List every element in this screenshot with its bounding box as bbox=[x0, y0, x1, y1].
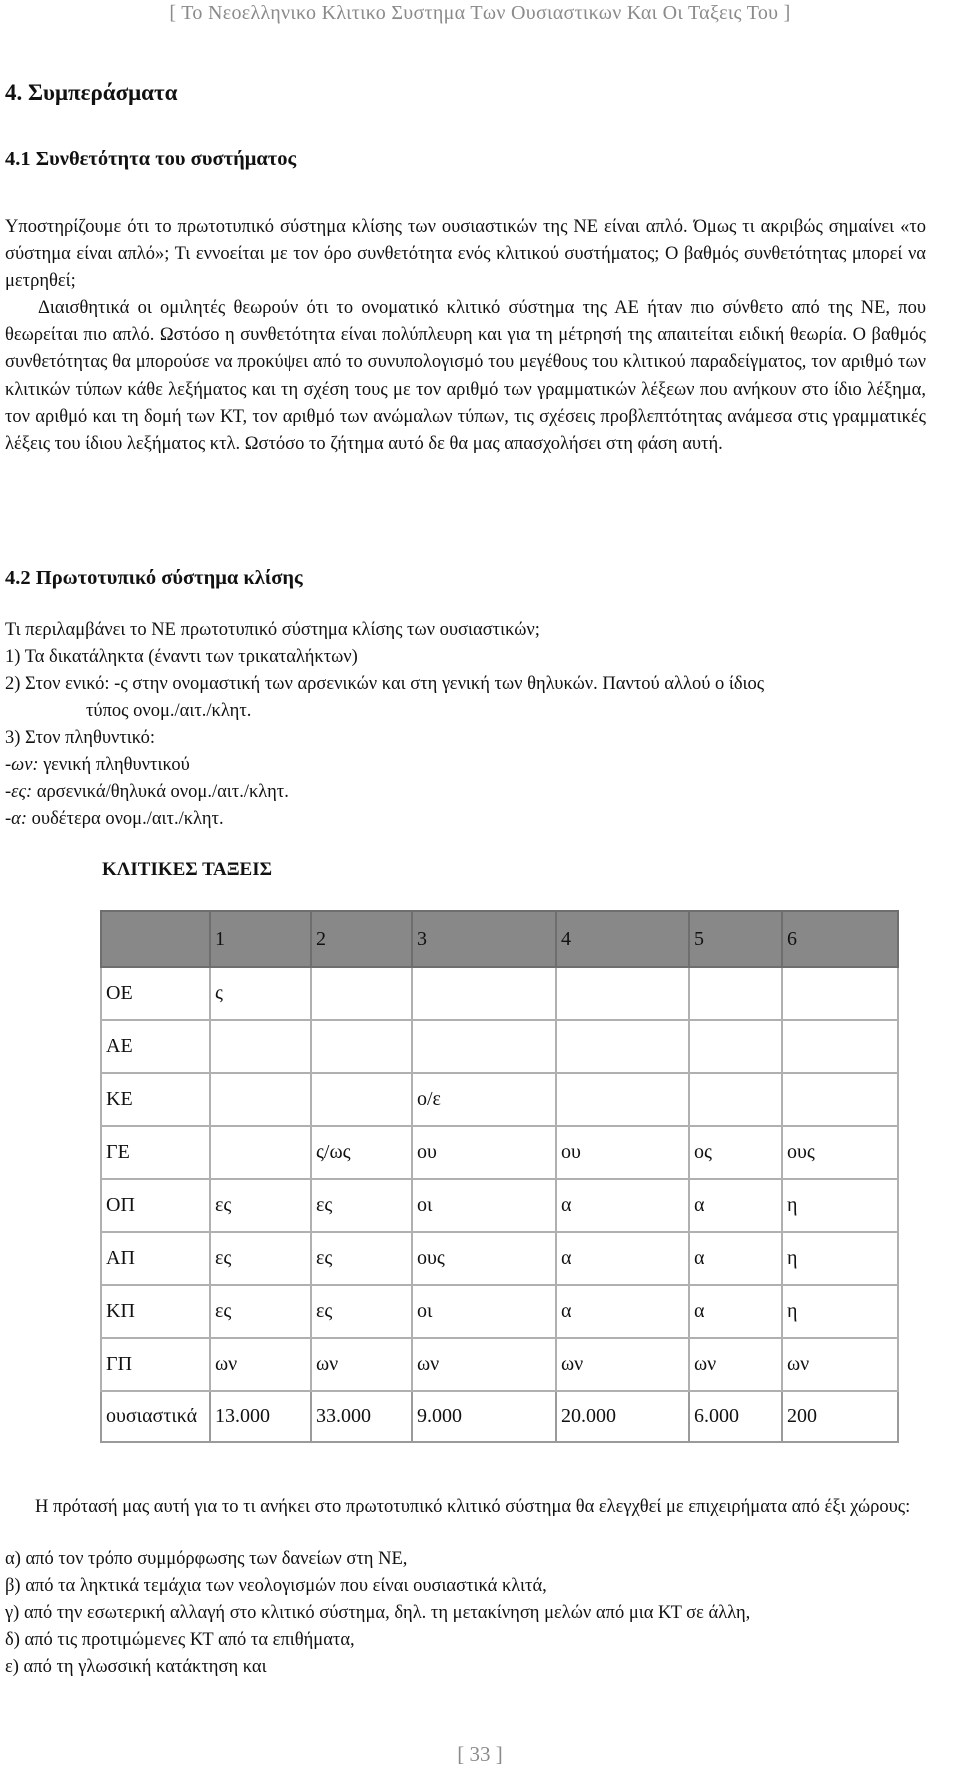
ending-marker: -α: bbox=[5, 809, 28, 829]
table-cell: ες bbox=[311, 1285, 412, 1338]
table-cell: α bbox=[556, 1179, 689, 1232]
table-row bbox=[101, 1179, 898, 1232]
table-cell: ος bbox=[689, 1126, 782, 1179]
table-cell bbox=[311, 1073, 412, 1126]
argument-item-e: ε) από τη γλωσσική κατάκτηση και bbox=[5, 1657, 267, 1677]
table-cell: ες bbox=[311, 1179, 412, 1232]
row-label: ΟΕ bbox=[101, 967, 210, 1020]
total-cell: 9.000 bbox=[412, 1391, 556, 1442]
row-label: ουσιαστικά bbox=[101, 1391, 210, 1442]
table-cell: α bbox=[689, 1285, 782, 1338]
table-cell bbox=[556, 1020, 689, 1073]
header-cell bbox=[101, 911, 210, 967]
ending-marker: -ες: bbox=[5, 782, 33, 802]
table-cell: ο/ε bbox=[412, 1073, 556, 1126]
table-cell bbox=[412, 967, 556, 1020]
table-row bbox=[101, 1073, 898, 1126]
question-line: Τι περιλαμβάνει το ΝΕ πρωτοτυπικό σύστημα κλίσης των ουσιαστικών; bbox=[5, 620, 540, 640]
table-cell: η bbox=[782, 1232, 898, 1285]
table-row bbox=[101, 1020, 898, 1073]
header-cell: 6 bbox=[782, 911, 898, 967]
table-cell bbox=[210, 1073, 311, 1126]
table-cell: ες bbox=[311, 1232, 412, 1285]
table-cell: ς bbox=[210, 967, 311, 1020]
table-cell: α bbox=[689, 1232, 782, 1285]
table-cell: ς/ως bbox=[311, 1126, 412, 1179]
table-cell bbox=[689, 967, 782, 1020]
list-item-3: 3) Στον πληθυντικό: bbox=[5, 728, 156, 748]
table-cell: η bbox=[782, 1179, 898, 1232]
argument-item-b: β) από τα ληκτικά τεμάχια των νεολογισμών που είναι ουσιαστικά κλιτά, bbox=[5, 1576, 547, 1596]
row-label: ΑΠ bbox=[101, 1232, 210, 1285]
section-4-heading: 4. Συμπεράσματα bbox=[5, 80, 178, 105]
paragraph-intro: Υποστηρίζουμε ότι το πρωτοτυπικό σύστημα κλίσης των ουσιαστικών της ΝΕ είναι απλό. Όμως τι ακριβώς σημαίνει «το σύστημα είναι απλό»; Τι εννοείται με τον όρο συνθετότητα ενός κλιτικού συστήματος; Ο βαθμός συνθετότητας μπορεί να μετρηθεί; bbox=[5, 217, 926, 292]
table-cell: η bbox=[782, 1285, 898, 1338]
table-cell: ων bbox=[689, 1338, 782, 1391]
argument-item-a: α) από τον τρόπο συμμόρφωσης των δανείων στη ΝΕ, bbox=[5, 1549, 408, 1569]
header-cell: 1 bbox=[210, 911, 311, 967]
table-cell bbox=[782, 967, 898, 1020]
table-cell: ων bbox=[210, 1338, 311, 1391]
table-cell bbox=[311, 967, 412, 1020]
running-header: [ Το Νεοελληνικο Κλιτικο Συστημα Των Ουσιαστικων Και Οι Ταξεις Του ] bbox=[169, 2, 791, 24]
row-label: ΚΠ bbox=[101, 1285, 210, 1338]
plural-ending-neuter bbox=[5, 809, 224, 830]
table-cell: οι bbox=[412, 1179, 556, 1232]
header-cell: 2 bbox=[311, 911, 412, 967]
total-cell: 33.000 bbox=[311, 1391, 412, 1442]
total-cell: 13.000 bbox=[210, 1391, 311, 1442]
header-cell: 4 bbox=[556, 911, 689, 967]
table-row bbox=[101, 1232, 898, 1285]
list-item-2-continued: τύπος ονομ./αιτ./κλητ. bbox=[86, 701, 252, 721]
table-cell: ου bbox=[556, 1126, 689, 1179]
list-item-2: 2) Στον ενικό: -ς στην ονομαστική των αρσενικών και στη γενική των θηλυκών. Παντού αλλού ο ίδιος bbox=[5, 674, 765, 694]
total-cell: 200 bbox=[782, 1391, 898, 1442]
row-label: ΚΕ bbox=[101, 1073, 210, 1126]
table-cell: α bbox=[689, 1179, 782, 1232]
table-header-row bbox=[101, 911, 898, 967]
table-cell: ων bbox=[782, 1338, 898, 1391]
table-cell: ους bbox=[412, 1232, 556, 1285]
header-cell: 3 bbox=[412, 911, 556, 967]
table-cell bbox=[210, 1020, 311, 1073]
row-label: ΟΠ bbox=[101, 1179, 210, 1232]
section-4-2-heading: 4.2 Πρωτοτυπικό σύστημα κλίσης bbox=[5, 567, 303, 589]
table-cell: ες bbox=[210, 1179, 311, 1232]
table-cell: α bbox=[556, 1285, 689, 1338]
table-cell bbox=[210, 1126, 311, 1179]
table-cell bbox=[689, 1073, 782, 1126]
total-cell: 6.000 bbox=[689, 1391, 782, 1442]
table-row bbox=[101, 1285, 898, 1338]
table-cell bbox=[311, 1020, 412, 1073]
table-cell bbox=[412, 1020, 556, 1073]
paragraph-proposal: Η πρότασή μας αυτή για το τι ανήκει στο πρωτοτυπικό κλιτικό σύστημα θα ελεγχθεί με επιχειρήματα από έξι χώρους: bbox=[35, 1497, 911, 1517]
table-cell: οι bbox=[412, 1285, 556, 1338]
table-cell bbox=[556, 967, 689, 1020]
header-cell: 5 bbox=[689, 911, 782, 967]
table-cell: ων bbox=[412, 1338, 556, 1391]
inflection-classes-table bbox=[100, 910, 899, 1443]
argument-item-d: δ) από τις προτιμώμενες ΚΤ από τα επιθήματα, bbox=[5, 1630, 355, 1650]
total-cell: 20.000 bbox=[556, 1391, 689, 1442]
ending-description: αρσενικά/θηλυκά ονομ./αιτ./κλητ. bbox=[32, 782, 289, 802]
table-cell: ου bbox=[412, 1126, 556, 1179]
table-cell: ες bbox=[210, 1285, 311, 1338]
paragraph-complexity: Διαισθητικά οι ομιλητές θεωρούν ότι το ονοματικό κλιτικό σύστημα της ΑΕ ήταν πιο σύνθετο από της ΝΕ, που θεωρείται πιο απλό. Ωστόσο η συνθετότητα είναι πολύπλευρη και για τη μέτρησή της απαιτείται ειδική θεωρία. Ο βαθμός συνθετότητας θα μπορούσε να προκύψει από το συνυπολογισμό του μεγέθους του κλιτικού παραδείγματος, τον αριθμό των κλιτικών τύπων κάθε λεξήματος και τη σχέση τους με τον αριθμό των γραμματικών λέξεων που ανήκουν στο ίδιο λέξημα, τον αριθμό και τη δομή των ΚΤ, τον αριθμό των ανώμαλων τύπων, τις σχέσεις προβλεπτότητας ανάμεσα στις γραμματικές λέξεις του ίδιου λεξήματος κτλ. Ωστόσο το ζήτημα αυτό δε θα μας απασχολήσει στη φάση αυτή. bbox=[5, 298, 926, 455]
ending-description: γενική πληθυντικού bbox=[38, 755, 190, 775]
plural-ending-genitive bbox=[5, 755, 190, 776]
table-cell bbox=[689, 1020, 782, 1073]
page-number: [ 33 ] bbox=[457, 1742, 503, 1766]
plural-ending-masc-fem bbox=[5, 782, 289, 803]
table-cell: ες bbox=[210, 1232, 311, 1285]
table-row bbox=[101, 967, 898, 1020]
table-row bbox=[101, 1338, 898, 1391]
list-item-1: 1) Τα δικατάληκτα (έναντι των τρικαταλήκτων) bbox=[5, 647, 358, 667]
ending-description: ουδέτερα ονομ./αιτ./κλητ. bbox=[27, 809, 224, 829]
table-cell: ων bbox=[311, 1338, 412, 1391]
table-cell bbox=[556, 1073, 689, 1126]
row-label: ΓΠ bbox=[101, 1338, 210, 1391]
section-4-1-heading: 4.1 Συνθετότητα του συστήματος bbox=[5, 148, 297, 170]
table-cell bbox=[782, 1020, 898, 1073]
table-cell: α bbox=[556, 1232, 689, 1285]
table-cell: ων bbox=[556, 1338, 689, 1391]
argument-item-c: γ) από την εσωτερική αλλαγή στο κλιτικό σύστημα, δηλ. τη μετακίνηση μελών από μια ΚΤ σε άλλη, bbox=[5, 1603, 751, 1623]
table-row bbox=[101, 1126, 898, 1179]
table-cell: ους bbox=[782, 1126, 898, 1179]
ending-marker: -ων: bbox=[5, 755, 39, 775]
table-totals-row bbox=[101, 1391, 898, 1442]
table-cell bbox=[782, 1073, 898, 1126]
table-title: ΚΛΙΤΙΚΕΣ ΤΑΞΕΙΣ bbox=[102, 859, 273, 880]
row-label: ΓΕ bbox=[101, 1126, 210, 1179]
row-label: ΑΕ bbox=[101, 1020, 210, 1073]
